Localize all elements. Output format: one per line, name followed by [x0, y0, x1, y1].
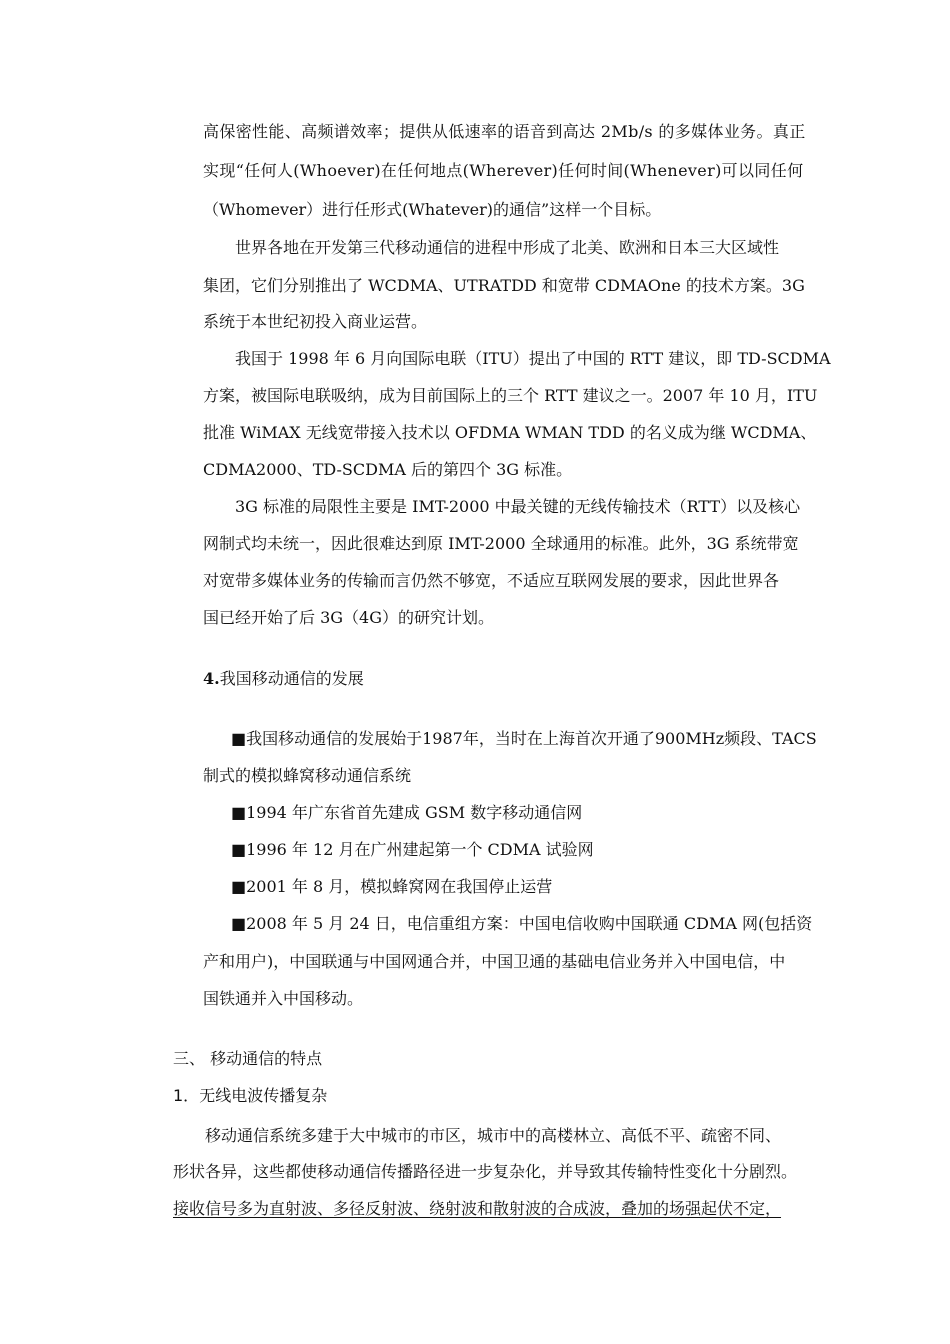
paragraph-4-line-4: 国已经开始了后 3G（4G）的研究计划。: [203, 608, 495, 627]
bullet-item-1-line-2: 制式的模拟蜂窝移动通信系统: [203, 766, 412, 785]
section-heading-4: [203, 669, 364, 689]
paragraph-2-line-1: 世界各地在开发第三代移动通信的进程中形成了北美、欧洲和日本三大区域性: [235, 238, 780, 257]
bullet-item-5-line-2: 产和用户)，中国联通与中国网通合并，中国卫通的基础电信业务并入中国电信，中: [203, 952, 786, 971]
section-3-paragraph-line-3: 接收信号多为直射波、多径反射波、绕射波和散射波的合成波，叠加的场强起伏不定，: [173, 1199, 782, 1218]
bullet-item-2: ■1994 年广东省首先建成 GSM 数字移动通信网: [231, 803, 583, 822]
bullet-item-5-line-1: ■2008 年 5 月 24 日，电信重组方案：中国电信收购中国联通 CDMA 网(包括资: [231, 914, 813, 933]
subsection-1-number: 1．: [173, 1086, 200, 1105]
subsection-1-text: 无线电波传播复杂: [199, 1086, 328, 1105]
bullet-item-1-line-1: ■我国移动通信的发展始于1987年，当时在上海首次开通了900MHz频段、TACS: [231, 729, 817, 748]
section-3-paragraph-line-1: 移动通信系统多建于大中城市的市区，城市中的高楼林立、高低不平、疏密不同、: [205, 1126, 782, 1145]
paragraph-4-line-1: 3G 标准的局限性主要是 IMT-2000 中最关键的无线传输技术（RTT）以及核心: [235, 497, 801, 516]
paragraph-3-line-2: 方案，被国际电联吸纳，成为目前国际上的三个 RTT 建议之一。2007 年 10 月，ITU: [203, 386, 818, 405]
section-heading-4-text: 我国移动通信的发展: [219, 669, 364, 688]
paragraph-2-line-2: 集团，它们分别推出了 WCDMA、UTRATDD 和宽带 CDMAOne 的技术方案。3G: [203, 276, 805, 295]
section-heading-4-number: 4.: [203, 669, 220, 688]
paragraph-1-line-2: 实现“任何人(Whoever)在任何地点(Wherever)任何时间(Whenever)可以同任何: [203, 161, 804, 180]
bullet-item-3: ■1996 年 12 月在广州建起第一个 CDMA 试验网: [231, 840, 594, 859]
paragraph-1-line-1: 高保密性能、高频谱效率；提供从低速率的语音到高达 2Mb/s 的多媒体业务。真正: [203, 122, 806, 141]
section-3-paragraph-line-2: 形状各异，这些都使移动通信传播路径进一步复杂化，并导致其传输特性变化十分剧烈。: [173, 1162, 798, 1181]
paragraph-3-line-4: CDMA2000、TD-SCDMA 后的第四个 3G 标准。: [203, 460, 573, 479]
paragraph-3-line-3: 批准 WiMAX 无线宽带接入技术以 OFDMA WMAN TDD 的名义成为继 WCDMA、: [203, 423, 817, 442]
section-3-heading: 三、 移动通信的特点: [173, 1049, 323, 1068]
paragraph-4-line-3: 对宽带多媒体业务的传输而言仍然不够宽，不适应互联网发展的要求，因此世界各: [203, 571, 780, 590]
paragraph-2-line-3: 系统于本世纪初投入商业运营。: [203, 312, 428, 331]
bullet-item-4: ■2001 年 8 月，模拟蜂窝网在我国停止运营: [231, 877, 553, 896]
paragraph-4-line-2: 网制式均未统一，因此很难达到原 IMT-2000 全球通用的标准。此外，3G 系统带宽: [203, 534, 799, 553]
paragraph-3-line-1: 我国于 1998 年 6 月向国际电联（ITU）提出了中国的 RTT 建议，即 TD-SCDMA: [235, 349, 831, 368]
subsection-1-heading: [173, 1086, 327, 1106]
paragraph-1-line-3: （Whomever）进行任形式(Whatever)的通信”这样一个目标。: [203, 200, 662, 219]
bullet-item-5-line-3: 国铁通并入中国移动。: [203, 989, 364, 1008]
